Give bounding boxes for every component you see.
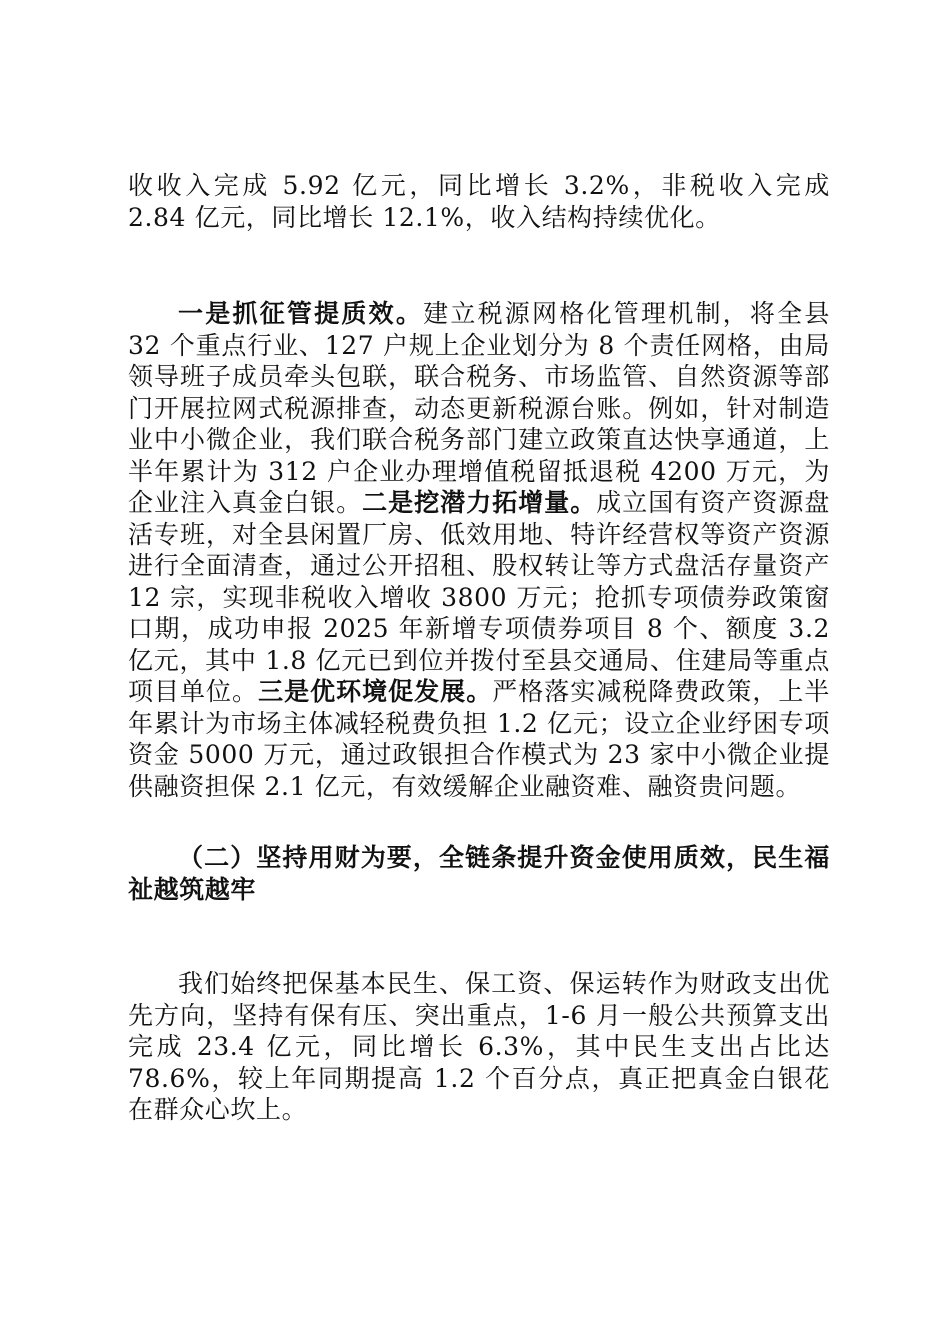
- lead-phrase-3: 三是优环境促发展。: [258, 677, 493, 706]
- lead-phrase-1: 一是抓征管提质效。: [178, 299, 424, 328]
- measure-text-2: 成立国有资产资源盘活专班，对全县闲置厂房、低效用地、特许经营权等资产资源进行全面清查，通过公开招租、股权转让等方式盘活存量资产 12 宗，实现非税收入增收 3800 万元；抢抓专项债券政策窗口期，成功申报 2025 年新增专项债券项目 8 个、额度 3.2 亿元，其中 1.8 亿元已到位并拨付至县交通局、住建局等重点项目单位。: [128, 488, 830, 706]
- paragraph-measures: [128, 298, 830, 802]
- measure-text-3: 严格落实减税降费政策，上半年累计为市场主体减轻税费负担 1.2 亿元；设立企业纾困专项资金 5000 万元，通过政银担合作模式为 23 家中小微企业提供融资担保 2.1 亿元，有效缓解企业融资难、融资贵问题。: [128, 677, 830, 801]
- paragraph-revenue-summary: 收收入完成 5.92 亿元，同比增长 3.2%，非税收入完成 2.84 亿元，同比增长 12.1%，收入结构持续优化。: [128, 171, 830, 232]
- section-heading: （二）坚持用财为要，全链条提升资金使用质效，民生福祉越筑越牢: [128, 843, 830, 904]
- paragraph-expenditure: 我们始终把保基本民生、保工资、保运转作为财政支出优先方向，坚持有保有压、突出重点，1-6 月一般公共预算支出完成 23.4 亿元，同比增长 6.3%，其中民生支出占比达 78.6%，较上年同期提高 1.2 个百分点，真正把真金白银花在群众心坎上。: [128, 969, 830, 1124]
- measure-text-1: 建立税源网格化管理机制，将全县 32 个重点行业、127 户规上企业划分为 8 个责任网格，由局领导班子成员牵头包联，联合税务、市场监管、自然资源等部门开展拉网式税源排查，动态更新税源台账。例如，针对制造业中小微企业，我们联合税务部门建立政策直达快享通道，上半年累计为 312 户企业办理增值税留抵退税 4200 万元，为企业注入真金白银。: [128, 299, 830, 517]
- lead-phrase-2: 二是挖潜力拓增量。: [362, 488, 597, 517]
